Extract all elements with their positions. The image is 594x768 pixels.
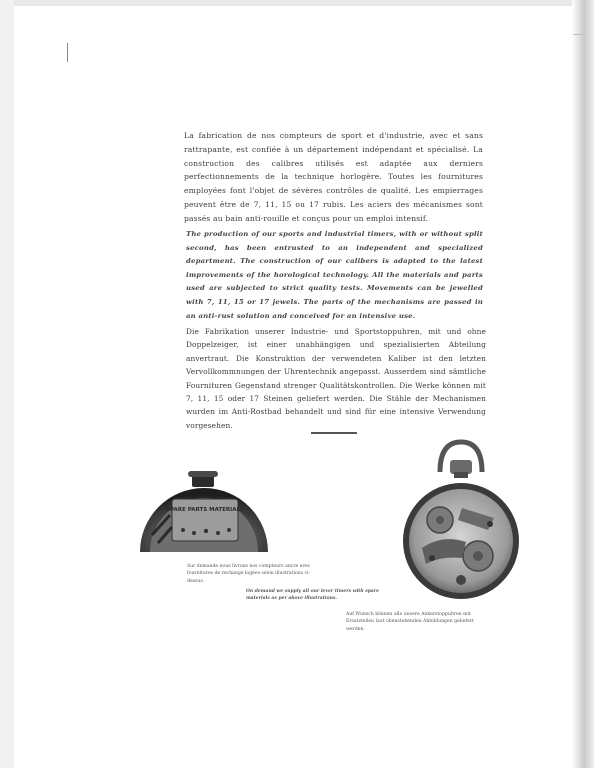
caption-french: Sur demande nous livrons nos compteurs ancre avec fournitures de rechange logées selon illustrations ci-dessus. [187,564,311,584]
pocket-watch-movement-photo [402,438,520,616]
spare-parts-box [172,499,238,541]
caption-german: Auf Wunsch können alle unsere Ankerstoppuhren mit Ersatzteilen laut obenstehenden Abbildungen geliefert werden. [346,612,474,632]
box-label: SPARE PARTS MATERIALS [166,507,244,513]
paragraph-french: La fabrication de nos compteurs de sport et d'industrie, avec et sans rattrapante, est confiée à un département indépendant et spécialisé. La construction des calibres utilisés est adaptée aux derniers perfectionnements de la technique horlogère. Toutes les fournitures employées font l'objet de sévères contrôles de qualité. Les empierrages peuvent être de 7, 11, 15 ou 17 rubis. Les aciers des mécanismes sont passés au bain anti-rouille et conçus pour un emploi intensif. [184,131,483,223]
corner-mark [573,34,583,35]
watch-crown [450,460,472,474]
paragraph-english: The production of our sports and industrial timers, with or without split second, has been entrusted to an independent and specialized department. The construction of our calibers is adapted to the latest improvements of the horological technology. All the materials and parts used are subjected to strict quality tests. Movements can be jewelled with 7, 11, 15 or 17 jewels. The parts of the mechanisms are passed in an anti-rust solution and conceived for an intensive use. [186,230,483,320]
scan-top-edge [0,0,594,6]
paragraph-german: Die Fabrikation unserer Industrie- und Sportstoppuhren, mit und ohne Doppelzeiger, ist einer unabhängigen und spezialisierten Abteilung anvertraut. Die Konstruktion der verwendeten Kaliber ist den letzten Vervollkommnungen der Uhrentechnik angepasst. Ausserdem sind sämtliche Fournituren Gegenstand strenger Qualitätskontrollen. Die Werke können mit 7, 11, 15 oder 17 Steinen geliefert werden. Die Stähle der Mechanismen wurden im Anti-Rostbad behandelt und sind für eine intensive Verwendung vorgesehen. [186,327,486,430]
margin-mark [67,43,68,62]
caption-english: On demand we supply all our lever timers with spare materials as per above illustrations. [246,589,380,602]
section-divider [311,432,357,434]
spare-parts-case-photo [138,455,270,555]
page-gutter-shadow [572,0,594,768]
scan-left-edge [0,0,14,768]
